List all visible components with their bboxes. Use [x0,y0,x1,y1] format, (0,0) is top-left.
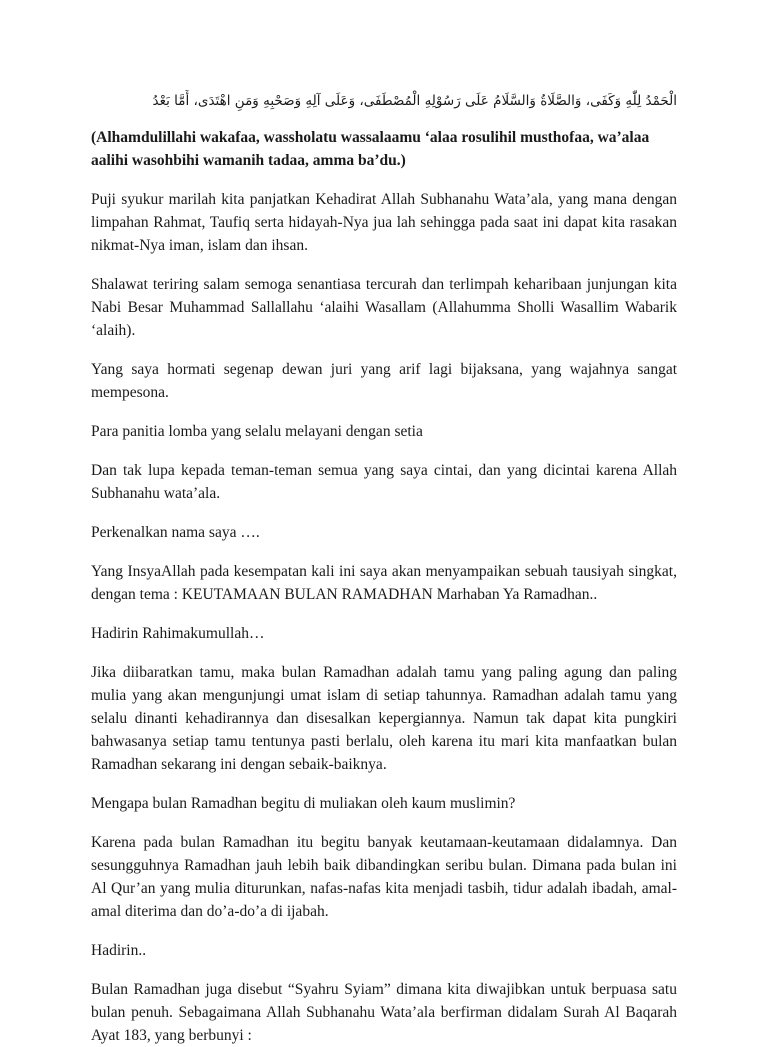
paragraph-audience: Hadirin.. [91,942,147,959]
paragraph-syahru-syiam: Bulan Ramadhan juga disebut “Syahru Syiam” dimana kita diwajibkan untuk berpuasa satu bulan penuh. Sebagaimana Allah Subhanahu Wata’ala berfirman didalam Surah Al Baqarah Ayat 183, yang berbunyi : [91,981,677,1044]
paragraph-question: Mengapa bulan Ramadhan begitu di muliakan oleh kaum muslimin? [91,795,516,812]
paragraph-virtues: Karena pada bulan Ramadhan itu begitu banyak keutamaan-keutamaan didalamnya. Dan sesungguhnya Ramadhan jauh lebih baik dibandingkan seribu bulan. Dimana pada bulan ini Al Qur’an yang mulia diturunkan, nafas-nafas kita menjadi tasbih, tidur adalah ibadah, amal-amal diterima dan do’a-do’a di ijabah. [91,834,677,920]
paragraph-theme: Yang InsyaAllah pada kesempatan kali ini saya akan menyampaikan sebuah tausiyah singkat, dengan tema : KEUTAMAAN BULAN RAMADHAN Marhaban Ya Ramadhan.. [91,563,677,603]
paragraph-introduction: Perkenalkan nama saya …. [91,524,260,541]
paragraph-shalawat: Shalawat teriring salam semoga senantiasa tercurah dan terlimpah keharibaan junjungan kita Nabi Besar Muhammad Sallallahu ‘alaihi Wasallam (Allahumma Sholli Wasallim Wabarik ‘alaih). [91,276,677,339]
paragraph-gratitude: Puji syukur marilah kita panjatkan Kehadirat Allah Subhanahu Wata’ala, yang mana dengan limpahan Rahmat, Taufiq serta hidayah-Nya jua lah sehingga pada saat ini dapat kita rasakan nikmat-Nya iman, islam dan ihsan. [91,191,677,254]
paragraph-judges: Yang saya hormati segenap dewan juri yang arif lagi bijaksana, yang wajahnya sangat mempesona. [91,361,677,401]
paragraph-friends: Dan tak lupa kepada teman-teman semua yang saya cintai, dan yang dicintai karena Allah Subhanahu wata’ala. [91,462,677,502]
paragraph-guest-analogy: Jika diibaratkan tamu, maka bulan Ramadhan adalah tamu yang paling agung dan paling mulia yang akan mengunjungi umat islam di setiap tahunnya. Ramadhan adalah tamu yang selalu dinanti kehadirannya dan disesalkan kepergiannya. Namun tak dapat kita pungkiri bahwasanya setiap tamu tentunya pasti berlalu, oleh karena itu mari kita manfaatkan bulan Ramadhan sekarang ini dengan sebaik-baiknya. [91,664,677,773]
transliteration: (Alhamdulillahi wakafaa, wassholatu wassalaamu ‘alaa rosulihil musthofaa, wa’alaa aalihi wasohbihi wamanih tadaa, amma ba’du.) [91,129,650,169]
paragraph-greeting: Hadirin Rahimakumullah… [91,625,265,642]
paragraph-committee: Para panitia lomba yang selalu melayani dengan setia [91,423,423,440]
arabic-opening: الْحَمْدُ لِلّٰهِ وَكَفَى، وَالصَّلَاةُ وَالسَّلَامُ عَلَى رَسُوْلِهِ الْمُصْطَفَى، وَعَلَى آلِهِ وَصَحْبِهِ وَمَنِ اهْتَدَى، أَمَّا بَعْدُ [152,93,677,109]
